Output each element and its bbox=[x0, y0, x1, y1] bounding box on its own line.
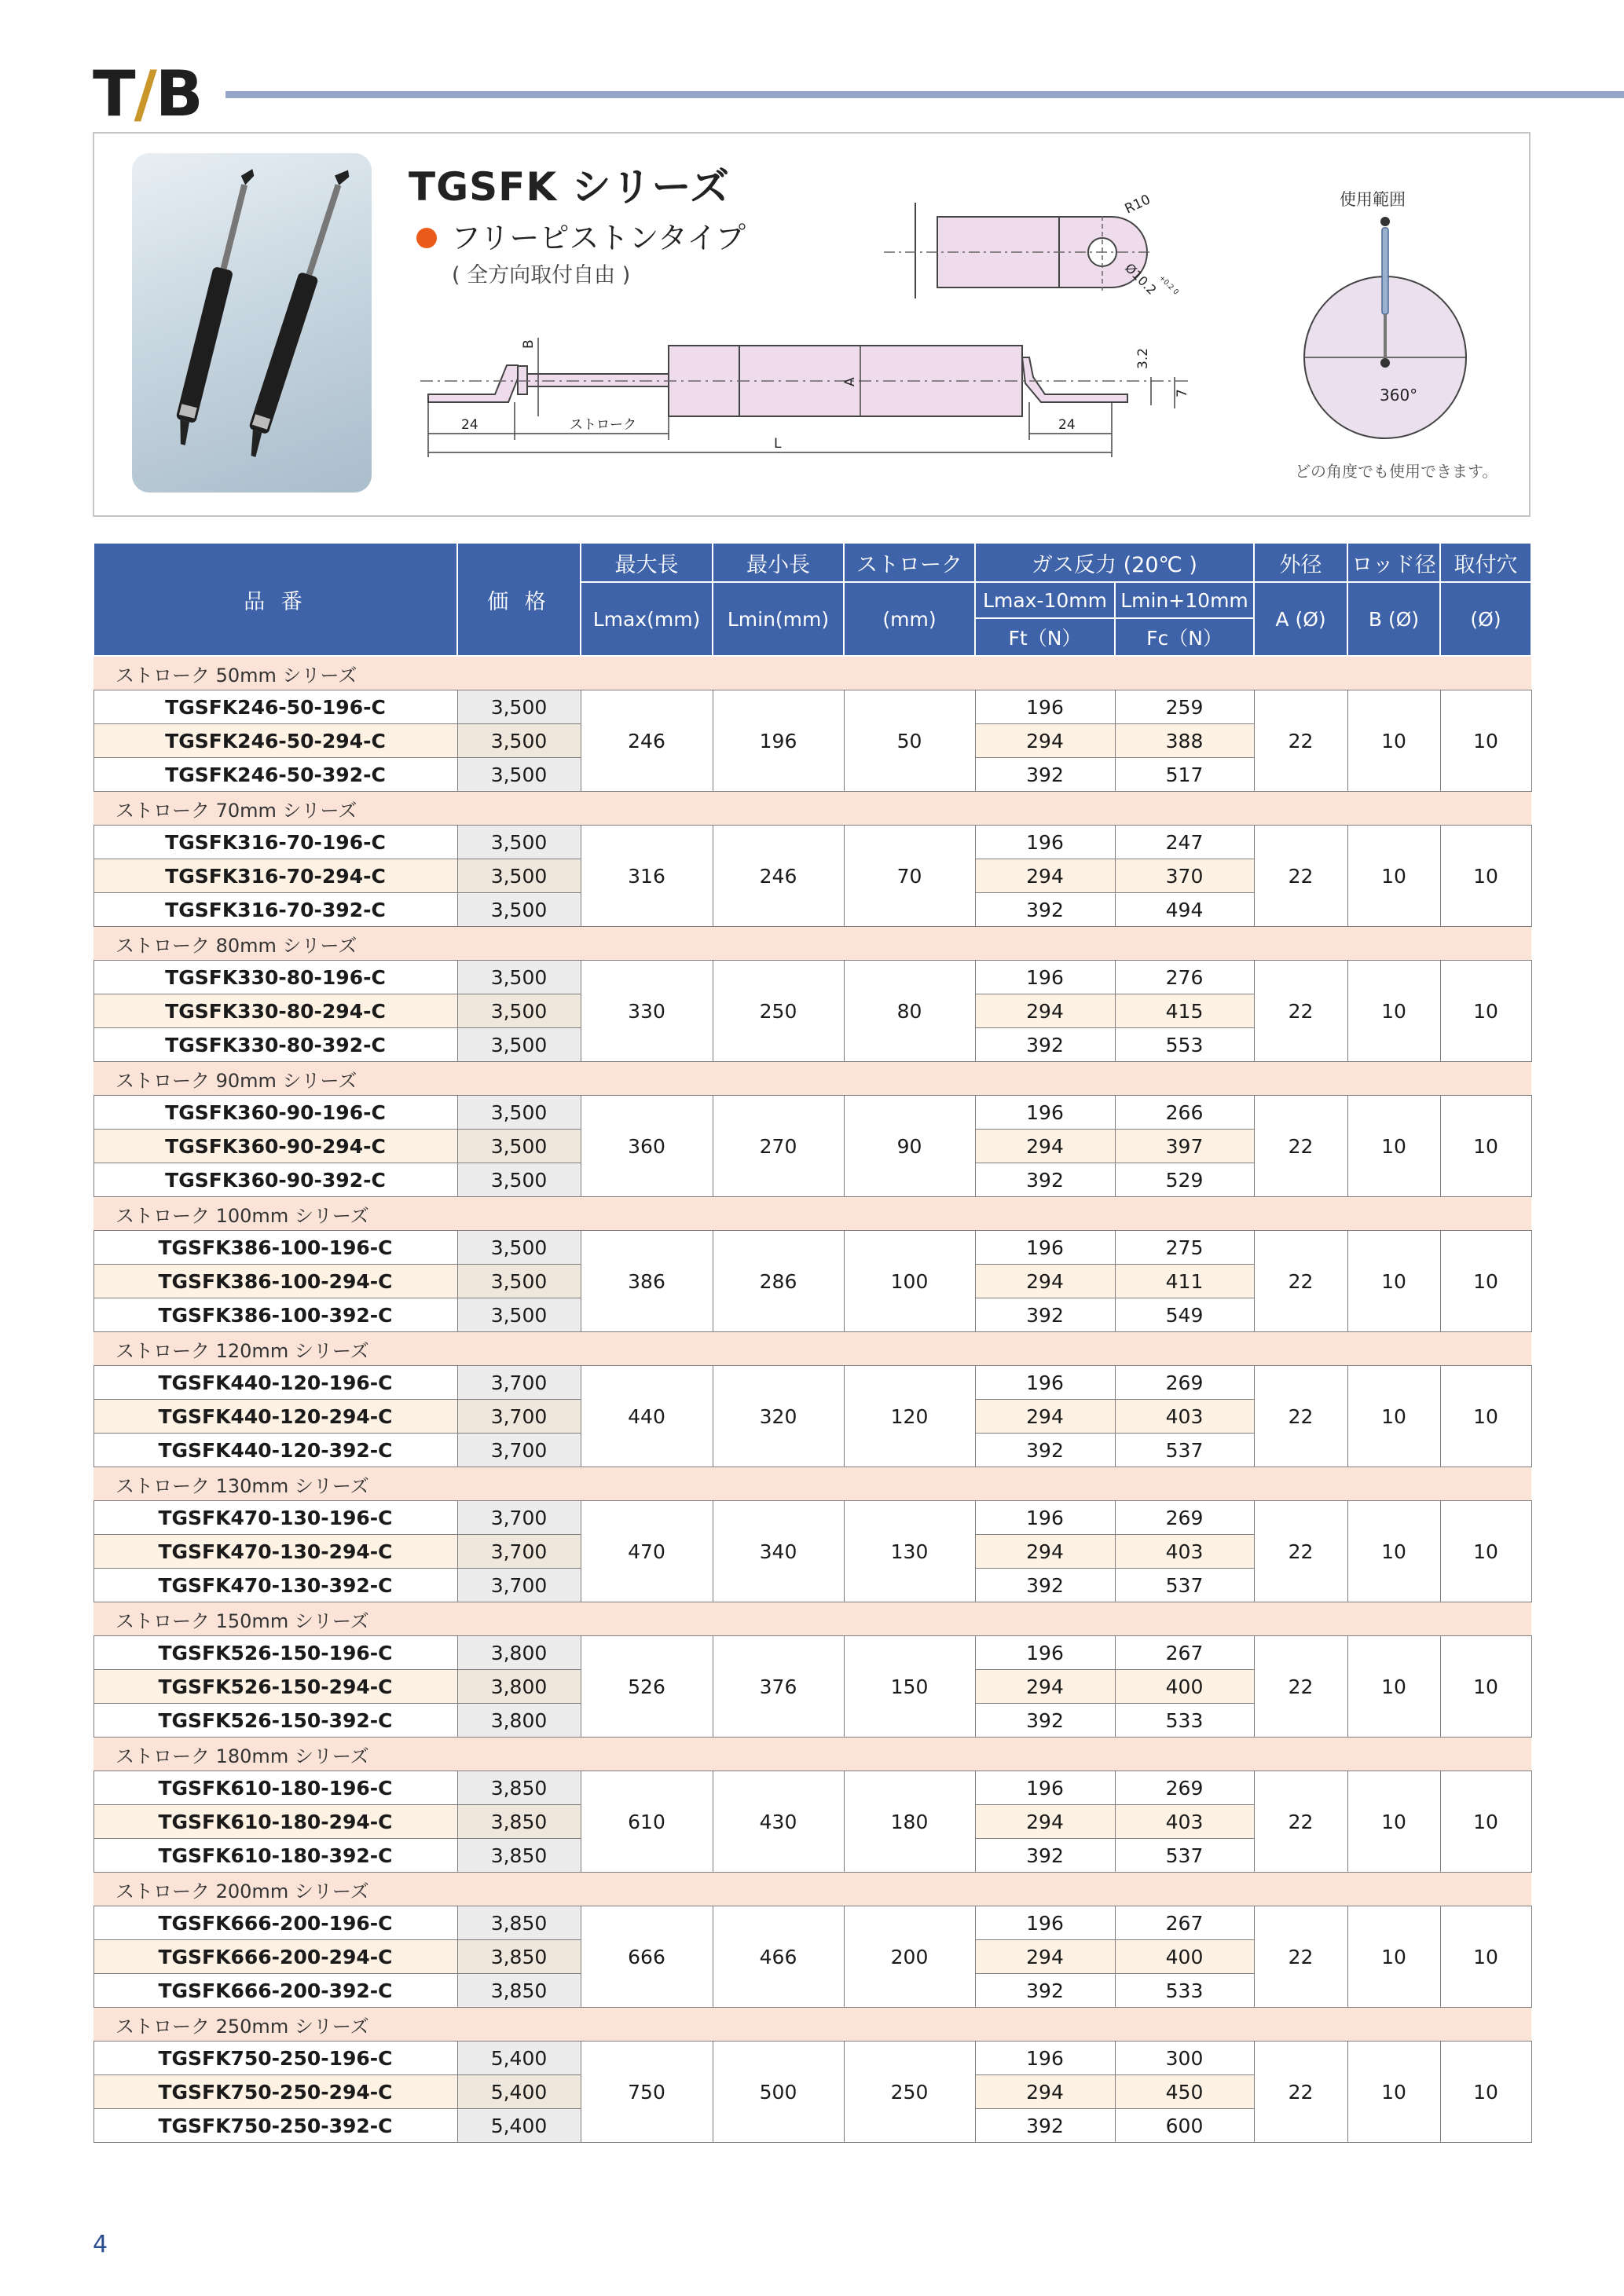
fc-cell: 276 bbox=[1115, 961, 1254, 994]
series-group-label: ストローク 180mm シリーズ bbox=[93, 1738, 1531, 1771]
stroke-cell: 180 bbox=[844, 1771, 975, 1873]
header-gas-force: ガス反力 (20℃ ) bbox=[975, 543, 1254, 582]
ft-cell: 196 bbox=[975, 1636, 1115, 1670]
part-number: TGSFK360-90-294-C bbox=[93, 1130, 457, 1163]
ft-cell: 196 bbox=[975, 1366, 1115, 1400]
fc-cell: 370 bbox=[1115, 859, 1254, 893]
fc-cell: 403 bbox=[1115, 1535, 1254, 1569]
label-24-left: 24 bbox=[461, 417, 478, 433]
part-number: TGSFK526-150-392-C bbox=[93, 1704, 457, 1738]
mount-hole-cell: 10 bbox=[1440, 1906, 1531, 2008]
ft-cell: 294 bbox=[975, 1670, 1115, 1704]
fc-cell: 267 bbox=[1115, 1906, 1254, 1940]
part-number: TGSFK440-120-294-C bbox=[93, 1400, 457, 1434]
table-row bbox=[93, 1906, 1531, 1940]
price-cell: 3,500 bbox=[457, 994, 581, 1028]
ft-cell: 294 bbox=[975, 1400, 1115, 1434]
fc-cell: 517 bbox=[1115, 758, 1254, 792]
price-cell: 3,850 bbox=[457, 1771, 581, 1805]
rod-dia-cell: 10 bbox=[1347, 1771, 1440, 1873]
series-group-label: ストローク 200mm シリーズ bbox=[93, 1873, 1531, 1906]
ft-cell: 392 bbox=[975, 1163, 1115, 1197]
ft-cell: 196 bbox=[975, 961, 1115, 994]
stroke-cell: 50 bbox=[844, 690, 975, 792]
header-fc: Fc（N） bbox=[1115, 618, 1254, 656]
header-hole-dia: (Ø) bbox=[1440, 582, 1531, 656]
type-note: ( 全方向取付自由 ) bbox=[452, 263, 631, 287]
fc-cell: 403 bbox=[1115, 1400, 1254, 1434]
header-lmin-mm: Lmin(mm) bbox=[713, 582, 844, 656]
price-cell: 3,500 bbox=[457, 859, 581, 893]
price-cell: 3,500 bbox=[457, 826, 581, 859]
fc-cell: 259 bbox=[1115, 690, 1254, 724]
ft-cell: 196 bbox=[975, 1096, 1115, 1130]
ft-cell: 294 bbox=[975, 1265, 1115, 1298]
part-number: TGSFK330-80-196-C bbox=[93, 961, 457, 994]
price-cell: 3,850 bbox=[457, 1974, 581, 2008]
gas-spring-outline bbox=[420, 346, 1190, 416]
table-header bbox=[93, 543, 1531, 656]
stroke-cell: 80 bbox=[844, 961, 975, 1062]
ft-cell: 196 bbox=[975, 826, 1115, 859]
fc-cell: 300 bbox=[1115, 2041, 1254, 2075]
rod-dia-cell: 10 bbox=[1347, 961, 1440, 1062]
usage-range-title: 使用範囲 bbox=[1340, 190, 1406, 209]
ft-cell: 294 bbox=[975, 994, 1115, 1028]
ft-cell: 392 bbox=[975, 1974, 1115, 2008]
lmax-cell: 526 bbox=[581, 1636, 713, 1738]
table-row bbox=[93, 1231, 1531, 1265]
header-lmax-mm: Lmax(mm) bbox=[581, 582, 713, 656]
table-row bbox=[93, 961, 1531, 994]
lmax-cell: 750 bbox=[581, 2041, 713, 2143]
price-cell: 3,500 bbox=[457, 1028, 581, 1062]
fc-cell: 600 bbox=[1115, 2109, 1254, 2143]
stroke-cell: 70 bbox=[844, 826, 975, 927]
ft-cell: 294 bbox=[975, 1940, 1115, 1974]
angle-label: 360° bbox=[1380, 386, 1418, 405]
label-hole-tol: +0.2 0 bbox=[1157, 274, 1180, 297]
part-number: TGSFK666-200-392-C bbox=[93, 1974, 457, 2008]
price-cell: 3,800 bbox=[457, 1670, 581, 1704]
stroke-cell: 130 bbox=[844, 1501, 975, 1602]
price-cell: 3,500 bbox=[457, 1265, 581, 1298]
lmin-cell: 500 bbox=[713, 2041, 844, 2143]
series-group-row bbox=[93, 1467, 1531, 1501]
price-cell: 3,700 bbox=[457, 1535, 581, 1569]
ft-cell: 392 bbox=[975, 1028, 1115, 1062]
part-number: TGSFK386-100-294-C bbox=[93, 1265, 457, 1298]
outer-dia-cell: 22 bbox=[1254, 1096, 1347, 1197]
series-group-label: ストローク 100mm シリーズ bbox=[93, 1197, 1531, 1231]
lmin-cell: 320 bbox=[713, 1366, 844, 1467]
outer-dia-cell: 22 bbox=[1254, 826, 1347, 927]
fc-cell: 529 bbox=[1115, 1163, 1254, 1197]
lmin-cell: 250 bbox=[713, 961, 844, 1062]
ft-cell: 196 bbox=[975, 1906, 1115, 1940]
mount-hole-cell: 10 bbox=[1440, 1231, 1531, 1332]
ft-cell: 294 bbox=[975, 1805, 1115, 1839]
fc-cell: 269 bbox=[1115, 1501, 1254, 1535]
price-cell: 3,700 bbox=[457, 1400, 581, 1434]
series-group-label: ストローク 90mm シリーズ bbox=[93, 1062, 1531, 1096]
end-fitting-detail bbox=[884, 192, 1180, 298]
price-cell: 5,400 bbox=[457, 2075, 581, 2109]
price-cell: 3,500 bbox=[457, 961, 581, 994]
fc-cell: 269 bbox=[1115, 1366, 1254, 1400]
table-row bbox=[93, 1771, 1531, 1805]
label-hole-dia: Ø10.2 bbox=[1122, 260, 1160, 298]
fc-cell: 267 bbox=[1115, 1636, 1254, 1670]
label-a: A bbox=[842, 377, 858, 386]
logo-bolt: / bbox=[134, 57, 156, 130]
fc-cell: 400 bbox=[1115, 1940, 1254, 1974]
series-group-row bbox=[93, 927, 1531, 961]
ft-cell: 392 bbox=[975, 1839, 1115, 1873]
outer-dia-cell: 22 bbox=[1254, 1366, 1347, 1467]
fc-cell: 400 bbox=[1115, 1670, 1254, 1704]
ft-cell: 196 bbox=[975, 1771, 1115, 1805]
series-group-row bbox=[93, 656, 1531, 690]
dimension-drawing bbox=[420, 181, 1253, 479]
label-b: B bbox=[521, 339, 537, 349]
mount-hole-cell: 10 bbox=[1440, 1771, 1531, 1873]
series-group-row bbox=[93, 1332, 1531, 1366]
price-cell: 3,700 bbox=[457, 1569, 581, 1602]
series-group-row bbox=[93, 1873, 1531, 1906]
gas-spring-photo-icon bbox=[132, 153, 372, 493]
lmin-cell: 270 bbox=[713, 1096, 844, 1197]
ft-cell: 294 bbox=[975, 2075, 1115, 2109]
rod-dia-cell: 10 bbox=[1347, 690, 1440, 792]
stroke-cell: 100 bbox=[844, 1231, 975, 1332]
ft-cell: 392 bbox=[975, 1704, 1115, 1738]
page-number: 4 bbox=[93, 2231, 108, 2258]
lmax-cell: 316 bbox=[581, 826, 713, 927]
lmin-cell: 430 bbox=[713, 1771, 844, 1873]
header-rod-dia: ロッド径 bbox=[1347, 543, 1440, 582]
fc-cell: 450 bbox=[1115, 2075, 1254, 2109]
lmax-cell: 470 bbox=[581, 1501, 713, 1602]
series-group-row bbox=[93, 792, 1531, 826]
price-cell: 3,500 bbox=[457, 758, 581, 792]
mount-hole-cell: 10 bbox=[1440, 1501, 1531, 1602]
label-stroke: ストローク bbox=[570, 417, 636, 433]
price-cell: 5,400 bbox=[457, 2041, 581, 2075]
table-row bbox=[93, 1501, 1531, 1535]
part-number: TGSFK440-120-392-C bbox=[93, 1434, 457, 1467]
ft-cell: 196 bbox=[975, 1231, 1115, 1265]
outer-dia-cell: 22 bbox=[1254, 1231, 1347, 1332]
lmin-cell: 376 bbox=[713, 1636, 844, 1738]
part-number: TGSFK386-100-196-C bbox=[93, 1231, 457, 1265]
part-number: TGSFK360-90-196-C bbox=[93, 1096, 457, 1130]
usage-range-note: どの角度でも使用できます。 bbox=[1295, 462, 1498, 481]
header-stroke: ストローク bbox=[844, 543, 975, 582]
outer-dia-cell: 22 bbox=[1254, 690, 1347, 792]
price-cell: 3,700 bbox=[457, 1434, 581, 1467]
rod-dia-cell: 10 bbox=[1347, 1231, 1440, 1332]
header-a-dia: A (Ø) bbox=[1254, 582, 1347, 656]
mount-hole-cell: 10 bbox=[1440, 690, 1531, 792]
stroke-cell: 120 bbox=[844, 1366, 975, 1467]
lmin-cell: 246 bbox=[713, 826, 844, 927]
price-cell: 3,500 bbox=[457, 1163, 581, 1197]
price-cell: 3,500 bbox=[457, 1231, 581, 1265]
rod-dia-cell: 10 bbox=[1347, 1366, 1440, 1467]
lmax-cell: 386 bbox=[581, 1231, 713, 1332]
header-b-dia: B (Ø) bbox=[1347, 582, 1440, 656]
stroke-cell: 90 bbox=[844, 1096, 975, 1197]
table-row bbox=[93, 1636, 1531, 1670]
mount-hole-cell: 10 bbox=[1440, 961, 1531, 1062]
rod-dia-cell: 10 bbox=[1347, 1636, 1440, 1738]
spec-table bbox=[93, 542, 1532, 2143]
outer-dia-cell: 22 bbox=[1254, 1906, 1347, 2008]
part-number: TGSFK610-180-294-C bbox=[93, 1805, 457, 1839]
fc-cell: 415 bbox=[1115, 994, 1254, 1028]
mount-hole-cell: 10 bbox=[1440, 2041, 1531, 2143]
series-group-label: ストローク 250mm シリーズ bbox=[93, 2008, 1531, 2041]
price-cell: 3,700 bbox=[457, 1366, 581, 1400]
mount-hole-cell: 10 bbox=[1440, 1096, 1531, 1197]
lmin-cell: 196 bbox=[713, 690, 844, 792]
fc-cell: 388 bbox=[1115, 724, 1254, 758]
header-stroke-mm: (mm) bbox=[844, 582, 975, 656]
fc-cell: 266 bbox=[1115, 1096, 1254, 1130]
lmin-cell: 466 bbox=[713, 1906, 844, 2008]
part-number: TGSFK440-120-196-C bbox=[93, 1366, 457, 1400]
price-cell: 3,800 bbox=[457, 1636, 581, 1670]
lmax-cell: 360 bbox=[581, 1096, 713, 1197]
stroke-cell: 250 bbox=[844, 2041, 975, 2143]
ft-cell: 392 bbox=[975, 2109, 1115, 2143]
fc-cell: 533 bbox=[1115, 1704, 1254, 1738]
rod-dia-cell: 10 bbox=[1347, 1096, 1440, 1197]
lmax-cell: 666 bbox=[581, 1906, 713, 2008]
fc-cell: 403 bbox=[1115, 1805, 1254, 1839]
outer-dia-cell: 22 bbox=[1254, 1501, 1347, 1602]
ft-cell: 196 bbox=[975, 1501, 1115, 1535]
series-group-row bbox=[93, 2008, 1531, 2041]
table-row bbox=[93, 1096, 1531, 1130]
part-number: TGSFK750-250-196-C bbox=[93, 2041, 457, 2075]
ft-cell: 392 bbox=[975, 1569, 1115, 1602]
price-cell: 3,800 bbox=[457, 1704, 581, 1738]
part-number: TGSFK246-50-196-C bbox=[93, 690, 457, 724]
fc-cell: 537 bbox=[1115, 1434, 1254, 1467]
header-part-no: 品 番 bbox=[93, 543, 457, 656]
mount-hole-cell: 10 bbox=[1440, 1366, 1531, 1467]
fc-cell: 537 bbox=[1115, 1839, 1254, 1873]
mount-hole-cell: 10 bbox=[1440, 1636, 1531, 1738]
part-number: TGSFK470-130-294-C bbox=[93, 1535, 457, 1569]
outer-dia-cell: 22 bbox=[1254, 1771, 1347, 1873]
label-7: 7 bbox=[1175, 389, 1190, 397]
part-number: TGSFK750-250-392-C bbox=[93, 2109, 457, 2143]
price-cell: 3,850 bbox=[457, 1839, 581, 1873]
fc-cell: 494 bbox=[1115, 893, 1254, 927]
label-l: L bbox=[774, 436, 782, 452]
part-number: TGSFK246-50-392-C bbox=[93, 758, 457, 792]
part-number: TGSFK610-180-392-C bbox=[93, 1839, 457, 1873]
usage-range-figure bbox=[1289, 181, 1485, 487]
ft-cell: 294 bbox=[975, 1130, 1115, 1163]
brand-logo bbox=[93, 57, 202, 130]
part-number: TGSFK386-100-392-C bbox=[93, 1298, 457, 1332]
outer-dia-cell: 22 bbox=[1254, 1636, 1347, 1738]
lmax-cell: 440 bbox=[581, 1366, 713, 1467]
price-cell: 3,850 bbox=[457, 1805, 581, 1839]
ft-cell: 392 bbox=[975, 893, 1115, 927]
part-number: TGSFK330-80-294-C bbox=[93, 994, 457, 1028]
lmax-cell: 610 bbox=[581, 1771, 713, 1873]
price-cell: 3,850 bbox=[457, 1906, 581, 1940]
mount-hole-cell: 10 bbox=[1440, 826, 1531, 927]
ft-cell: 294 bbox=[975, 724, 1115, 758]
table-row bbox=[93, 1366, 1531, 1400]
fc-cell: 275 bbox=[1115, 1231, 1254, 1265]
price-cell: 3,500 bbox=[457, 724, 581, 758]
series-group-label: ストローク 70mm シリーズ bbox=[93, 792, 1531, 826]
price-cell: 3,500 bbox=[457, 893, 581, 927]
type-name: フリーピストンタイプ bbox=[451, 221, 746, 255]
header-lmin10: Lmin+10mm bbox=[1115, 582, 1254, 618]
header-outer-dia: 外径 bbox=[1254, 543, 1347, 582]
rod-dia-cell: 10 bbox=[1347, 1906, 1440, 2008]
part-number: TGSFK330-80-392-C bbox=[93, 1028, 457, 1062]
ft-cell: 294 bbox=[975, 859, 1115, 893]
lmin-cell: 286 bbox=[713, 1231, 844, 1332]
rod-dia-cell: 10 bbox=[1347, 2041, 1440, 2143]
lmax-cell: 246 bbox=[581, 690, 713, 792]
ft-cell: 392 bbox=[975, 1434, 1115, 1467]
fc-cell: 397 bbox=[1115, 1130, 1254, 1163]
table-row bbox=[93, 2041, 1531, 2075]
price-cell: 3,500 bbox=[457, 1096, 581, 1130]
price-cell: 3,500 bbox=[457, 690, 581, 724]
part-number: TGSFK316-70-294-C bbox=[93, 859, 457, 893]
header-ft: Ft（N） bbox=[975, 618, 1115, 656]
price-cell: 3,700 bbox=[457, 1501, 581, 1535]
series-group-row bbox=[93, 1602, 1531, 1636]
lmin-cell: 340 bbox=[713, 1501, 844, 1602]
lmax-cell: 330 bbox=[581, 961, 713, 1062]
part-number: TGSFK666-200-196-C bbox=[93, 1906, 457, 1940]
part-number: TGSFK526-150-294-C bbox=[93, 1670, 457, 1704]
table-body bbox=[93, 656, 1531, 2143]
label-24-right: 24 bbox=[1058, 417, 1076, 433]
logo-text-b: B bbox=[155, 57, 202, 130]
series-group-label: ストローク 120mm シリーズ bbox=[93, 1332, 1531, 1366]
part-number: TGSFK470-130-196-C bbox=[93, 1501, 457, 1535]
ft-cell: 294 bbox=[975, 1535, 1115, 1569]
table-row bbox=[93, 690, 1531, 724]
part-number: TGSFK526-150-196-C bbox=[93, 1636, 457, 1670]
series-group-row bbox=[93, 1738, 1531, 1771]
part-number: TGSFK666-200-294-C bbox=[93, 1940, 457, 1974]
header-mount-hole: 取付穴 bbox=[1440, 543, 1531, 582]
part-number: TGSFK470-130-392-C bbox=[93, 1569, 457, 1602]
header-rule bbox=[225, 91, 1624, 98]
outer-dia-cell: 22 bbox=[1254, 961, 1347, 1062]
header-lmax10: Lmax-10mm bbox=[975, 582, 1115, 618]
price-cell: 3,500 bbox=[457, 1130, 581, 1163]
series-group-label: ストローク 150mm シリーズ bbox=[93, 1602, 1531, 1636]
series-group-label: ストローク 130mm シリーズ bbox=[93, 1467, 1531, 1501]
product-photo bbox=[132, 153, 372, 493]
table-row bbox=[93, 826, 1531, 859]
ft-cell: 392 bbox=[975, 1298, 1115, 1332]
label-r10: R10 bbox=[1122, 192, 1153, 218]
fc-cell: 247 bbox=[1115, 826, 1254, 859]
series-group-row bbox=[93, 1062, 1531, 1096]
series-title: TGSFK シリーズ bbox=[409, 164, 730, 210]
part-number: TGSFK360-90-392-C bbox=[93, 1163, 457, 1197]
part-number: TGSFK316-70-196-C bbox=[93, 826, 457, 859]
fc-cell: 537 bbox=[1115, 1569, 1254, 1602]
series-group-label: ストローク 50mm シリーズ bbox=[93, 656, 1531, 690]
stroke-cell: 150 bbox=[844, 1636, 975, 1738]
ft-cell: 196 bbox=[975, 2041, 1115, 2075]
series-group-label: ストローク 80mm シリーズ bbox=[93, 927, 1531, 961]
part-number: TGSFK750-250-294-C bbox=[93, 2075, 457, 2109]
price-cell: 3,500 bbox=[457, 1298, 581, 1332]
series-group-row bbox=[93, 1197, 1531, 1231]
ft-cell: 392 bbox=[975, 758, 1115, 792]
header-min-len: 最小長 bbox=[713, 543, 844, 582]
fc-cell: 411 bbox=[1115, 1265, 1254, 1298]
price-cell: 5,400 bbox=[457, 2109, 581, 2143]
outer-dia-cell: 22 bbox=[1254, 2041, 1347, 2143]
stroke-cell: 200 bbox=[844, 1906, 975, 2008]
header-price: 価 格 bbox=[457, 543, 581, 656]
header-max-len: 最大長 bbox=[581, 543, 713, 582]
fc-cell: 533 bbox=[1115, 1974, 1254, 2008]
label-3-2: 3.2 bbox=[1135, 347, 1151, 369]
fc-cell: 269 bbox=[1115, 1771, 1254, 1805]
ft-cell: 196 bbox=[975, 690, 1115, 724]
part-number: TGSFK246-50-294-C bbox=[93, 724, 457, 758]
part-number: TGSFK316-70-392-C bbox=[93, 893, 457, 927]
price-cell: 3,850 bbox=[457, 1940, 581, 1974]
fc-cell: 553 bbox=[1115, 1028, 1254, 1062]
part-number: TGSFK610-180-196-C bbox=[93, 1771, 457, 1805]
rod-dia-cell: 10 bbox=[1347, 1501, 1440, 1602]
logo-text-t: T bbox=[93, 57, 134, 130]
fc-cell: 549 bbox=[1115, 1298, 1254, 1332]
rod-dia-cell: 10 bbox=[1347, 826, 1440, 927]
